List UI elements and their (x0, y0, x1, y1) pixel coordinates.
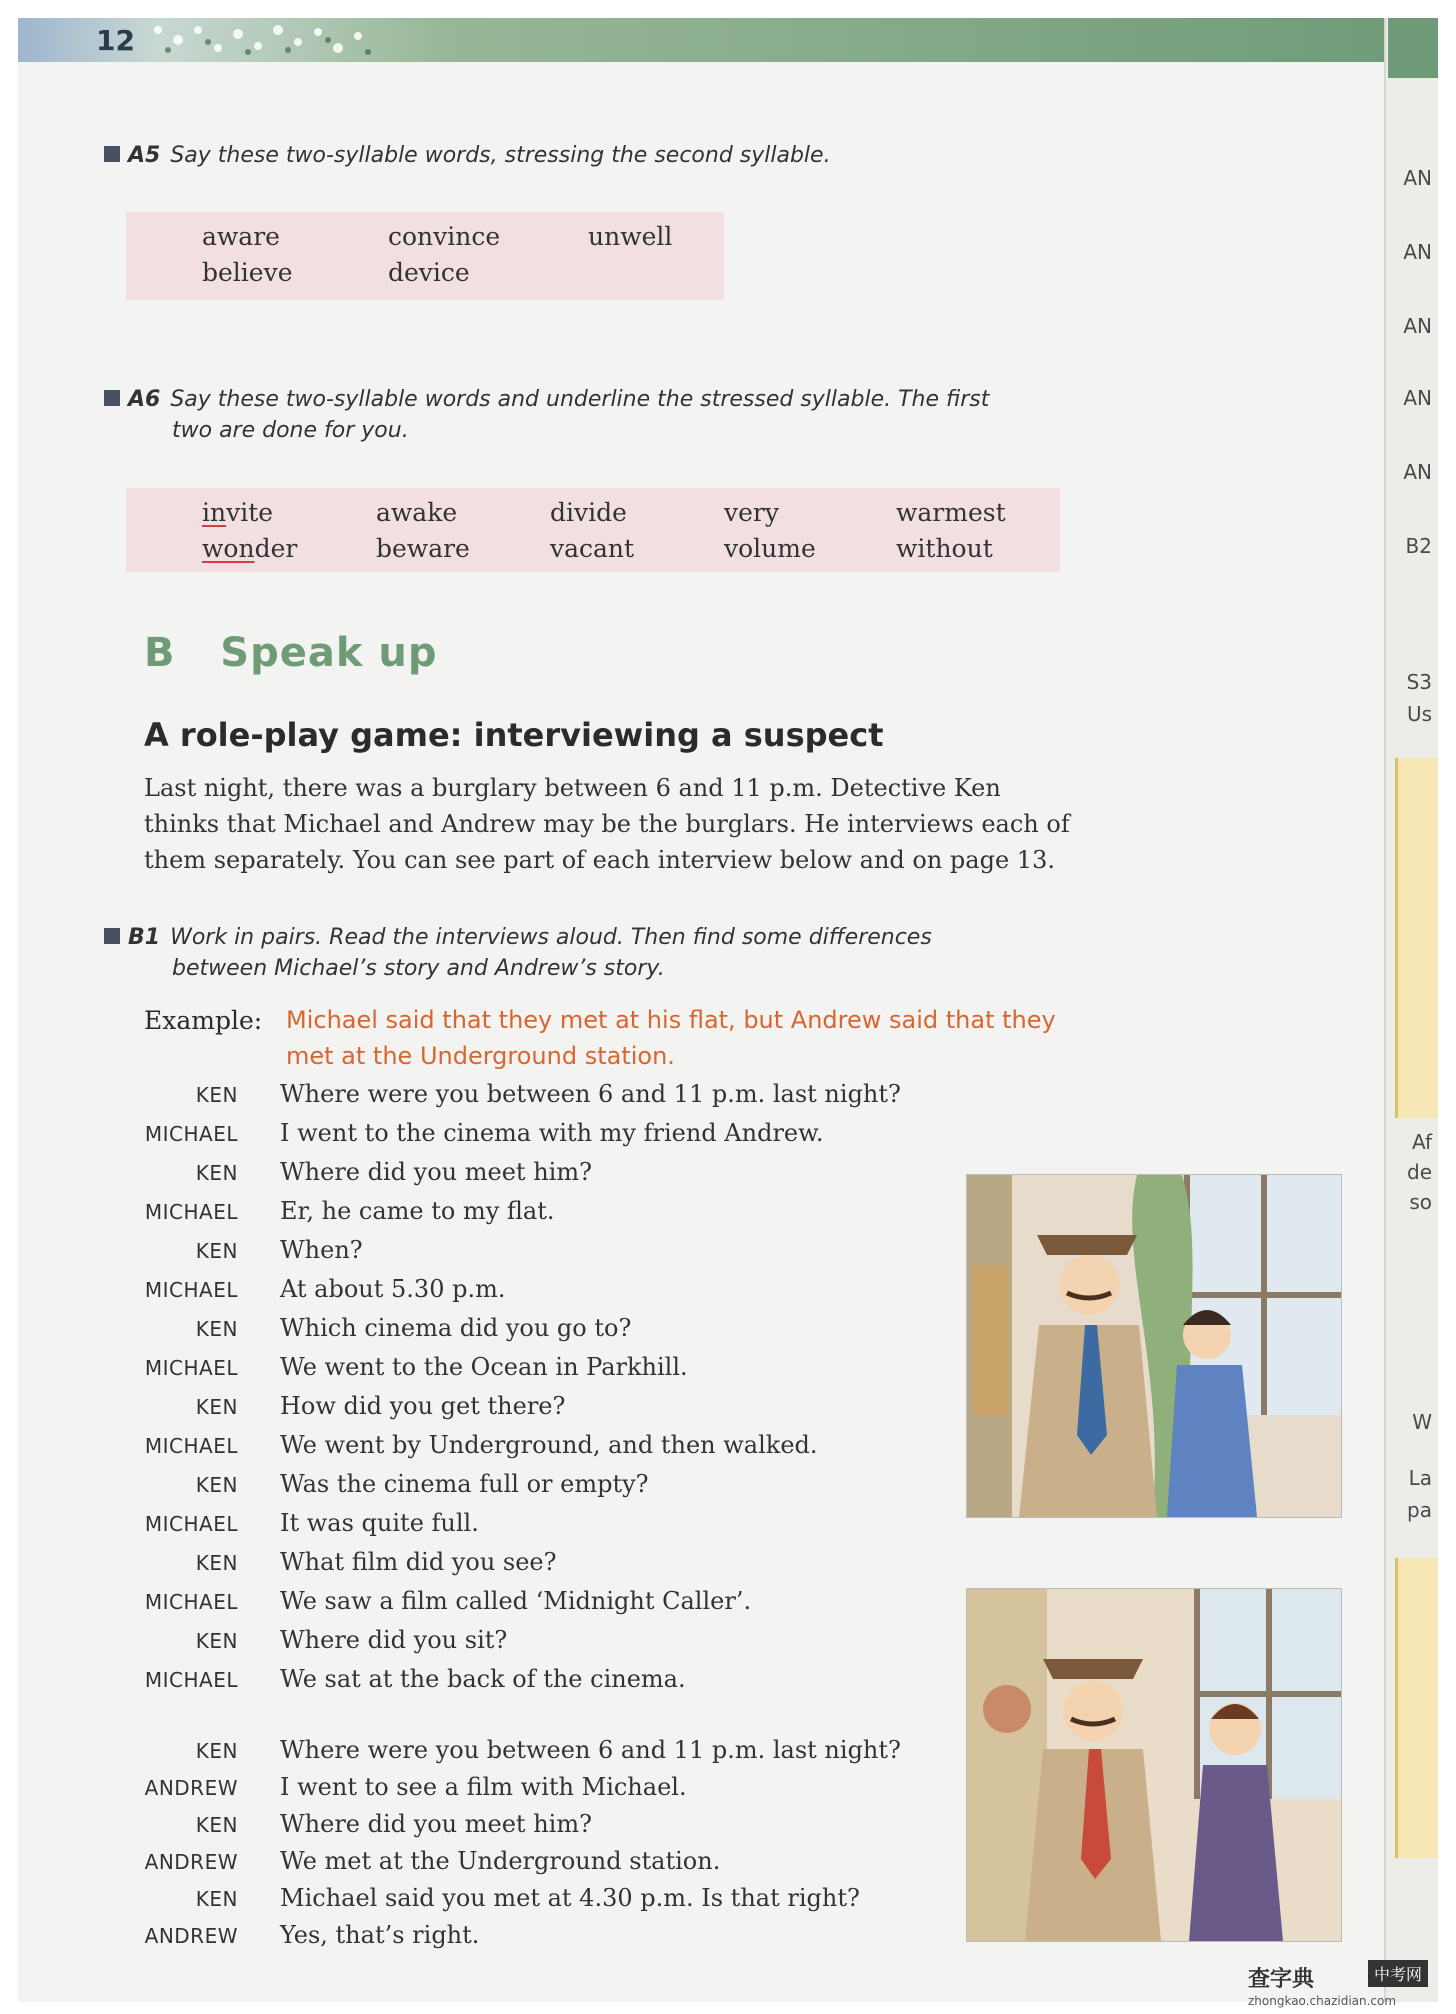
word: convince (388, 222, 501, 251)
word: vacant (550, 534, 635, 563)
word: beware (376, 534, 470, 563)
intro-line: them separately. You can see part of each interview below and on page 13. (144, 846, 1055, 874)
word: divide (550, 498, 627, 527)
dialogue-line: What film did you see? (280, 1548, 557, 1576)
section-title: Speak up (220, 630, 438, 676)
a6-code: A6 (128, 387, 161, 412)
dialogue-line: We went by Underground, and then walked. (280, 1431, 818, 1459)
section-heading (144, 630, 437, 676)
word: volume (724, 534, 816, 563)
word: awake (376, 498, 458, 527)
page-header-bar (18, 18, 1428, 62)
b1-instruction (128, 922, 932, 984)
b1-code: B1 (128, 925, 161, 950)
example-answer (286, 1002, 1076, 1074)
stressed-syllable: won (202, 534, 255, 563)
a5-word-box (126, 212, 724, 300)
word-rest: der (254, 534, 298, 563)
intro-paragraph (144, 770, 1074, 878)
textbook-page (18, 18, 1438, 2008)
adjacent-page-fragment: pa (1407, 1498, 1432, 1522)
b1-instruction-line1: Work in pairs. Read the interviews aloud. Then find some differences (170, 925, 932, 950)
dialogue-line: We met at the Underground station. (280, 1847, 721, 1875)
a6-instruction-line2: two are done for you. (172, 418, 409, 443)
a6-word-box (126, 488, 1060, 572)
speaker-label: KEN (195, 1317, 238, 1341)
decorative-dots-icon (148, 22, 378, 58)
word: device (388, 258, 470, 287)
speaker-label: ANDREW (144, 1924, 238, 1948)
dialogue-line: We sat at the back of the cinema. (280, 1665, 686, 1693)
detective-michael-illustration (966, 1174, 1342, 1518)
adjacent-page-fragment: AN (1403, 386, 1432, 410)
speaker-label: KEN (195, 1161, 238, 1185)
adjacent-page-fragment: so (1409, 1190, 1432, 1214)
adjacent-page-edge (1384, 18, 1438, 2002)
dialogue-line: We went to the Ocean in Parkhill. (280, 1353, 688, 1381)
dialogue-line: Was the cinema full or empty? (280, 1470, 649, 1498)
dialogue-line: Where were you between 6 and 11 p.m. last night? (280, 1736, 901, 1764)
intro-line: Last night, there was a burglary between 6 and 11 p.m. Detective Ken (144, 774, 1001, 802)
speaker-label: KEN (195, 1739, 238, 1763)
adjacent-page-fragment: AN (1403, 240, 1432, 264)
word: unwell (588, 222, 673, 251)
dialogue-line: Which cinema did you go to? (280, 1314, 632, 1342)
adjacent-page-fragment: Us (1406, 702, 1432, 726)
dialogue-line: How did you get there? (280, 1392, 566, 1420)
dialogue-line: Yes, that’s right. (280, 1921, 480, 1949)
dialogue-line: At about 5.30 p.m. (280, 1275, 506, 1303)
adjacent-page-fragment: W (1412, 1410, 1432, 1434)
speaker-label: MICHAEL (144, 1590, 238, 1614)
bullet-square-icon (104, 928, 120, 944)
detective-andrew-illustration (966, 1588, 1342, 1942)
speaker-label: MICHAEL (144, 1356, 238, 1380)
a6-instruction-line1: Say these two-syllable words and underline the stressed syllable. The first (170, 387, 990, 412)
bullet-square-icon (104, 146, 120, 162)
word (202, 498, 273, 527)
adjacent-header-bar (1388, 18, 1438, 78)
speaker-label: KEN (195, 1239, 238, 1263)
a5-instruction (128, 140, 831, 171)
example-line: met at the Underground station. (286, 1042, 675, 1070)
bullet-square-icon (104, 390, 120, 406)
word (202, 534, 297, 563)
word: without (896, 534, 993, 563)
dialogue-line: Where did you meet him? (280, 1810, 592, 1838)
a5-code: A5 (128, 143, 161, 168)
speaker-label: ANDREW (144, 1776, 238, 1800)
speaker-label: KEN (195, 1551, 238, 1575)
speaker-label: MICHAEL (144, 1668, 238, 1692)
speaker-label: KEN (195, 1395, 238, 1419)
adjacent-page-fragment: S3 (1406, 670, 1432, 694)
example-line: Michael said that they met at his flat, but Andrew said that they (286, 1006, 1056, 1034)
dialogue-line: I went to the cinema with my friend Andrew. (280, 1119, 824, 1147)
a6-instruction (128, 384, 989, 446)
adjacent-page-fragment: AN (1403, 460, 1432, 484)
adjacent-page-fragment: Af (1411, 1130, 1432, 1154)
speaker-label: MICHAEL (144, 1512, 238, 1536)
watermark-brand: 查字典 (1248, 1967, 1315, 1992)
adjacent-page-fragment: B2 (1405, 534, 1432, 558)
watermark-badge: 中考网 (1368, 1960, 1428, 1987)
dialogue-line: Er, he came to my flat. (280, 1197, 555, 1225)
dialogue-line: It was quite full. (280, 1509, 479, 1537)
dialogue-line: Where did you meet him? (280, 1158, 592, 1186)
word: very (724, 498, 779, 527)
watermark-url: zhongkao.chazidian.com (1248, 1994, 1397, 2008)
adjacent-page-fragment: La (1408, 1466, 1432, 1490)
dialogue-line: When? (280, 1236, 363, 1264)
adjacent-panel (1395, 758, 1438, 1118)
dialogue-line: Where did you sit? (280, 1626, 508, 1654)
b1-instruction-line2: between Michael’s story and Andrew’s story. (172, 956, 665, 981)
dialogue-line: I went to see a film with Michael. (280, 1773, 687, 1801)
speaker-label: KEN (195, 1629, 238, 1653)
speaker-label: KEN (195, 1083, 238, 1107)
word-rest: vite (226, 498, 274, 527)
adjacent-page-fragment: AN (1403, 166, 1432, 190)
word: warmest (896, 498, 1006, 527)
dialogue-line: We saw a film called ‘Midnight Caller’. (280, 1587, 752, 1615)
speaker-label: KEN (195, 1473, 238, 1497)
speaker-label: MICHAEL (144, 1122, 238, 1146)
section-letter: B (144, 630, 176, 676)
speaker-label: MICHAEL (144, 1278, 238, 1302)
example-label: Example: (144, 1006, 263, 1035)
word: believe (202, 258, 293, 287)
speaker-label: KEN (195, 1887, 238, 1911)
speaker-label: KEN (195, 1813, 238, 1837)
speaker-label: ANDREW (144, 1850, 238, 1874)
adjacent-panel (1395, 1558, 1438, 1858)
speaker-label: MICHAEL (144, 1200, 238, 1224)
word: aware (202, 222, 280, 251)
adjacent-page-fragment: AN (1403, 314, 1432, 338)
speaker-label: MICHAEL (144, 1434, 238, 1458)
a5-instruction-text: Say these two-syllable words, stressing the second syllable. (170, 143, 831, 168)
stressed-syllable: in (202, 498, 227, 527)
page-number: 12 (96, 24, 135, 57)
activity-title: A role-play game: interviewing a suspect (144, 716, 884, 754)
adjacent-page-fragment: de (1407, 1160, 1432, 1184)
dialogue-line: Where were you between 6 and 11 p.m. last night? (280, 1080, 901, 1108)
intro-line: thinks that Michael and Andrew may be the burglars. He interviews each of (144, 810, 1070, 838)
dialogue-line: Michael said you met at 4.30 p.m. Is that right? (280, 1884, 860, 1912)
